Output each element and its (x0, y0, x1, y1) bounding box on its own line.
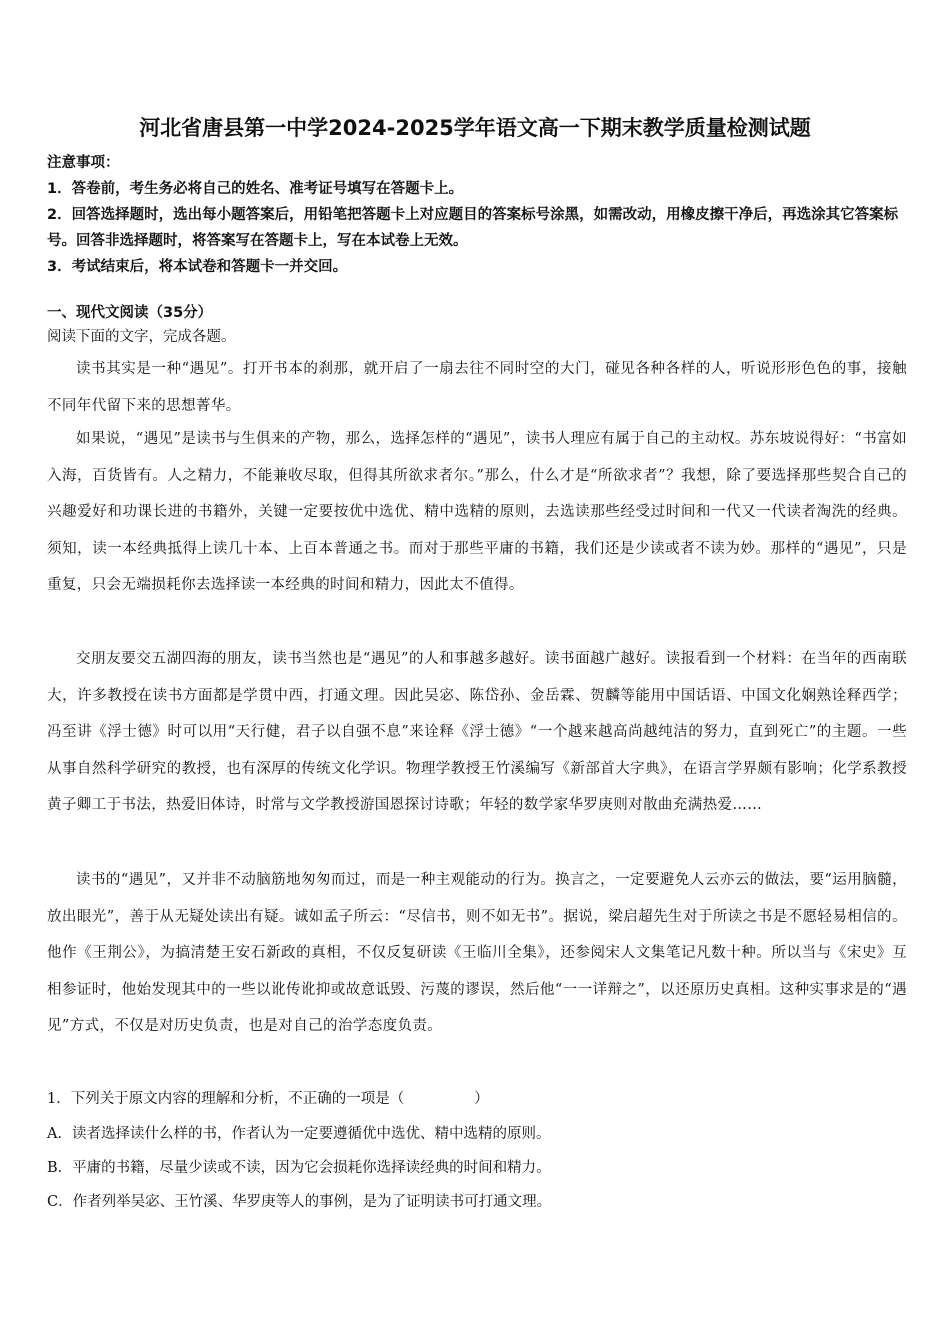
passage-paragraph-4: 读书的“遇见”，又并非不动脑筋地匆匆而过，而是一种主观能动的行为。换言之，一定要避免人云亦云的做法，要“运用脑髓，放出眼光”，善于从无疑处读出有疑。诚如孟子所云：“尽信书，则不如无书”。据说，梁启超先生对于所读之书是不愿轻易相信的。他作《王荆公》，为搞清楚王安石新政的真相，不仅反复研读《王临川全集》，还参阅宋人文集笔记凡数十种。所以当与《宋史》互相参证时，他始发现其中的一些以讹传讹抑或故意诋毁、污蔑的谬误，然后他“一一详辩之”，以还原历史真相。这种实事求是的“遇见”方式，不仅是对历史负责，也是对自己的治学态度负责。 (47, 872, 907, 1035)
question-1-option-c: C．作者列举吴宓、王竹溪、华罗庚等人的事例，是为了证明读书可打通文理。 (47, 1194, 552, 1210)
passage-paragraph-3: 交朋友要交五湖四海的朋友，读书当然也是“遇见”的人和事越多越好。读书面越广越好。读报看到一个材料：在当年的西南联大，许多教授在读书方面都是学贯中西，打通文理。因此吴宓、陈岱孙、金岳霖、贺麟等能用中国话语、中国文化娴熟诠释西学；冯至讲《浮士德》时可以用“天行健，君子以自强不息”来诠释《浮士德》“一个越来越高尚越纯洁的努力，直到死亡”的主题。一些从事自然科学研究的教授，也有深厚的传统文化学识。物理学教授王竹溪编写《新部首大字典》，在语言学界颇有影响；化学系教授黄子卿工于书法，热爱旧体诗，时常与文学教授游国恩探讨诗歌；年轻的数学家华罗庚则对散曲充满热爱…… (47, 651, 907, 814)
notice-item-2: 2．回答选择题时，选出每小题答案后，用铅笔把答题卡上对应题目的答案标号涂黑，如需改动，用橡皮擦干净后，再选涂其它答案标号。回答非选择题时，将答案写在答题卡上，写在本试卷上无效。 (47, 207, 899, 249)
question-stem-text: 1．下列关于原文内容的理解和分析，不正确的一项是（ (47, 1091, 405, 1107)
passage-paragraph-2: 如果说，“遇见”是读书与生俱来的产物，那么，选择怎样的“遇见”，读书人理应有属于自己的主动权。苏东坡说得好：“书富如入海，百货皆有。人之精力，不能兼收尽取，但得其所欲求者尔。”那么，什么才是“所欲求者”？我想，除了要选择那些契合自己的兴趣爱好和功课长进的书籍外，关键一定要按优中选优、精中选精的原则，去选读那些经受过时间和一代又一代读者淘洗的经典。须知，读一本经典抵得上读几十本、上百本普通之书。而对于那些平庸的书籍，我们还是少读或者不读为妙。那样的“遇见”，只是重复，只会无端损耗你去选择读一本经典的时间和精力，因此太不值得。 (47, 431, 907, 594)
question-1-option-b: B．平庸的书籍，尽量少读或不读，因为它会损耗你选择读经典的时间和精力。 (47, 1160, 551, 1176)
question-stem-end: ） (474, 1091, 489, 1107)
notice-item-3: 3．考试结束后，将本试卷和答题卡一并交回。 (47, 259, 348, 275)
section-heading: 一、现代文阅读（35分） (47, 305, 213, 321)
exam-title: 河北省唐县第一中学2024-2025学年语文高一下期末教学质量检测试题 (139, 116, 811, 140)
passage-paragraph-1: 读书其实是一种“遇见”。打开书本的刹那，就开启了一扇去往不同时空的大门，碰见各种各样的人，听说形形色色的事，接触不同年代留下来的思想菁华。 (47, 361, 907, 414)
section-instruction: 阅读下面的文字，完成各题。 (47, 329, 236, 345)
notice-heading: 注意事项： (47, 155, 120, 171)
notice-item-1: 1．答卷前，考生务必将自己的姓名、准考证号填写在答题卡上。 (47, 181, 464, 197)
question-1-stem (47, 1086, 907, 1112)
question-1-option-a: A．读者选择读什么样的书，作者认为一定要遵循优中选优、精中选精的原则。 (47, 1126, 551, 1142)
